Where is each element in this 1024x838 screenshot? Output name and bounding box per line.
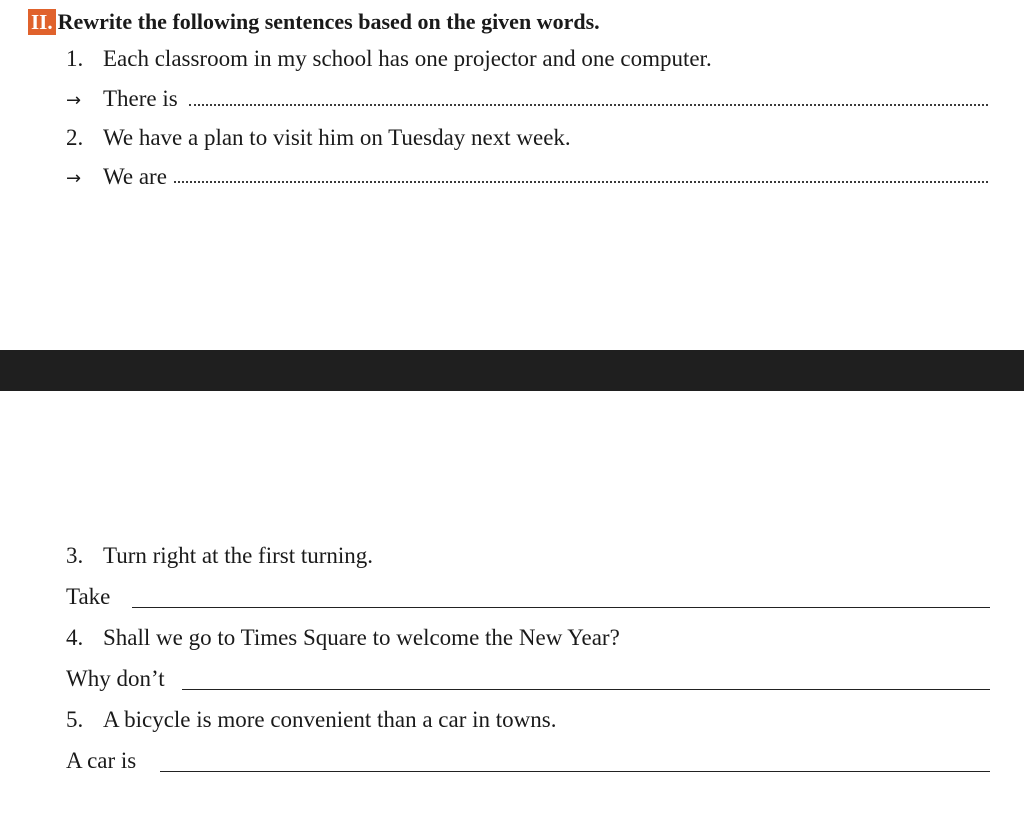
question-number: 2.: [66, 125, 84, 150]
question-sentence: Each classroom in my school has one projector and one computer.: [103, 46, 712, 71]
question-2: [66, 124, 571, 152]
answer-4-line[interactable]: [182, 689, 990, 690]
section-heading: [28, 8, 600, 36]
answer-2-prompt: [66, 163, 167, 193]
question-number: 4.: [66, 625, 84, 650]
answer-4-prompt: Why don’t: [66, 666, 165, 691]
section-number-badge: II.: [28, 9, 56, 35]
question-4: [66, 624, 620, 652]
answer-prompt-text: There is: [103, 86, 178, 111]
answer-5-prompt: A car is: [66, 748, 137, 773]
question-1: [66, 45, 712, 73]
answer-1-prompt: [66, 85, 178, 115]
question-5: [66, 706, 556, 734]
section-title: Rewrite the following sentences based on the given words.: [57, 9, 600, 34]
question-number: 1.: [66, 46, 84, 71]
answer-2-line[interactable]: [174, 181, 988, 183]
question-sentence: Shall we go to Times Square to welcome the New Year?: [103, 625, 620, 650]
answer-3-prompt: Take: [66, 584, 111, 609]
answer-prompt-text: We are: [103, 164, 167, 189]
question-sentence: A bicycle is more convenient than a car in towns.: [103, 707, 557, 732]
arrow-icon: →: [66, 90, 82, 111]
question-sentence: We have a plan to visit him on Tuesday next week.: [103, 125, 571, 150]
arrow-icon: →: [66, 168, 82, 189]
separator-bar: [0, 350, 1024, 391]
answer-1-line[interactable]: [189, 104, 988, 106]
question-number: 3.: [66, 543, 84, 568]
question-number: 5.: [66, 707, 84, 732]
answer-3-line[interactable]: [132, 607, 990, 608]
question-sentence: Turn right at the first turning.: [103, 543, 374, 568]
answer-5-line[interactable]: [160, 771, 990, 772]
question-3: [66, 542, 373, 570]
